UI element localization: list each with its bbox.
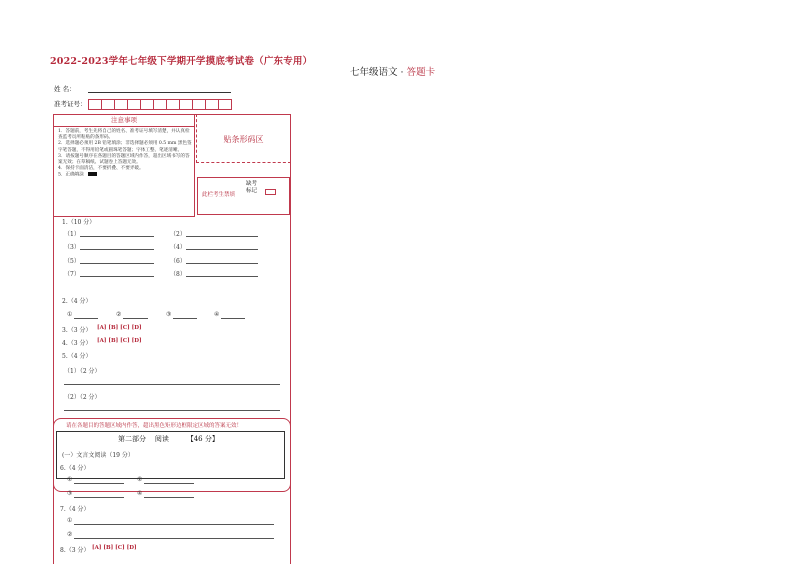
notice-item: 1．答题前，考生先将自己的姓名、准考证号填写清楚，并认真检查监考员所粘贴的条形码。 [58,129,190,141]
subject-title [350,64,435,78]
answer-line[interactable] [173,318,197,319]
answer-line[interactable] [74,483,124,484]
question-4-label: 4.（3 分） [62,340,92,347]
question-5-label: 5.（4 分） [62,353,92,360]
q1-item: （5） [64,258,80,265]
notice-item: 3．请按题号顺序在各题目的答题区域内作答，超出区域书写的答案无效；在草稿纸、试题卷上答题无效。 [58,153,190,166]
answer-line[interactable] [64,384,280,385]
q7-item: ① [67,517,73,524]
q8-options[interactable]: [A] [B] [C] [D] [92,545,137,551]
answer-line[interactable] [74,497,124,498]
q4-options[interactable]: [A] [B] [C] [D] [97,338,142,344]
q1-item: （8） [170,271,186,278]
answer-line[interactable] [74,538,274,539]
answer-line[interactable] [186,263,258,264]
absent-marker-box [197,177,290,215]
notice-item: 5．正确填涂 [58,172,194,179]
answer-line[interactable] [186,236,258,237]
answer-region-warning: 请在各题目的答题区域内作答，超出黑色矩形边框限定区域的答案无效！ [66,423,243,429]
answer-line[interactable] [74,524,274,525]
q1-item: （1） [64,231,80,238]
id-number-boxes[interactable] [88,99,232,110]
id-label: 准考证号： [54,100,87,108]
question-8-label: 8.（3 分） [60,547,90,554]
notice-heading: 注意事项 [54,115,194,127]
q2-item: ③ [166,311,172,318]
absent-label: 缺考 标记 [246,181,258,194]
question-6-label: 6.（4 分） [60,465,90,472]
q2-item: ② [116,311,122,318]
q2-item: ① [67,311,73,318]
q6-item: ① [67,476,73,483]
q1-item: （3） [64,244,80,251]
exam-title: 2022-2023学年七年级下学期开学摸底考试卷（广东专用） [50,56,313,67]
notice-item: 2．选择题必须用 2B 铅笔填涂；非选择题必须用 0.5 mm 黑色签字笔答题，不得用铅笔或圆珠笔答题；字体工整、笔迹清晰。 [58,141,192,153]
question-1-label: 1.（10 分） [62,219,96,226]
answer-line[interactable] [123,318,148,319]
q7-item: ② [67,531,73,538]
q1-item: （6） [170,258,186,265]
question-7-label: 7.（4 分） [60,506,90,513]
answer-line[interactable] [64,410,280,411]
answer-line[interactable] [144,497,194,498]
subject-title-main: 七年级语文 · [350,67,407,78]
answer-line[interactable] [74,318,98,319]
q6-item: ② [137,476,143,483]
question-3-label: 3.（3 分） [62,327,92,334]
answer-line[interactable] [144,483,194,484]
answer-line[interactable] [186,276,258,277]
name-label: 姓 名： [54,85,76,93]
q5-sub2-label: （2）（2 分） [64,394,101,401]
answer-line[interactable] [221,318,245,319]
q5-sub1-label: （1）（2 分） [64,368,101,375]
q6-item: ③ [67,490,73,497]
barcode-area: 贴条形码区 [196,114,291,163]
answer-line[interactable] [80,263,154,264]
q1-item: （7） [64,271,80,278]
notice-item: 4．保持卡面清洁，不要折叠、不要弄破。 [58,166,144,172]
question-2-label: 2.（4 分） [62,298,92,305]
answer-line[interactable] [80,249,154,250]
q1-item: （2） [170,231,186,238]
answer-line[interactable] [80,276,154,277]
section-1-title: (一）文言文阅读（19 分） [62,452,134,459]
absent-checkbox[interactable] [265,189,276,195]
subject-title-accent: 答题卡 [406,67,436,78]
filled-sample-mark [88,172,97,176]
q3-options[interactable]: [A] [B] [C] [D] [97,325,142,331]
q1-item: （4） [170,244,186,251]
part2-title: 第二部分 阅读 【46 分】 [118,435,219,443]
answer-line[interactable] [186,249,258,250]
notice-box [53,114,195,217]
name-field[interactable] [88,92,231,93]
q2-item: ④ [214,311,220,318]
absent-restricted-note: 此栏考生禁填 [202,192,236,198]
q6-item: ④ [137,490,143,497]
answer-line[interactable] [80,236,154,237]
